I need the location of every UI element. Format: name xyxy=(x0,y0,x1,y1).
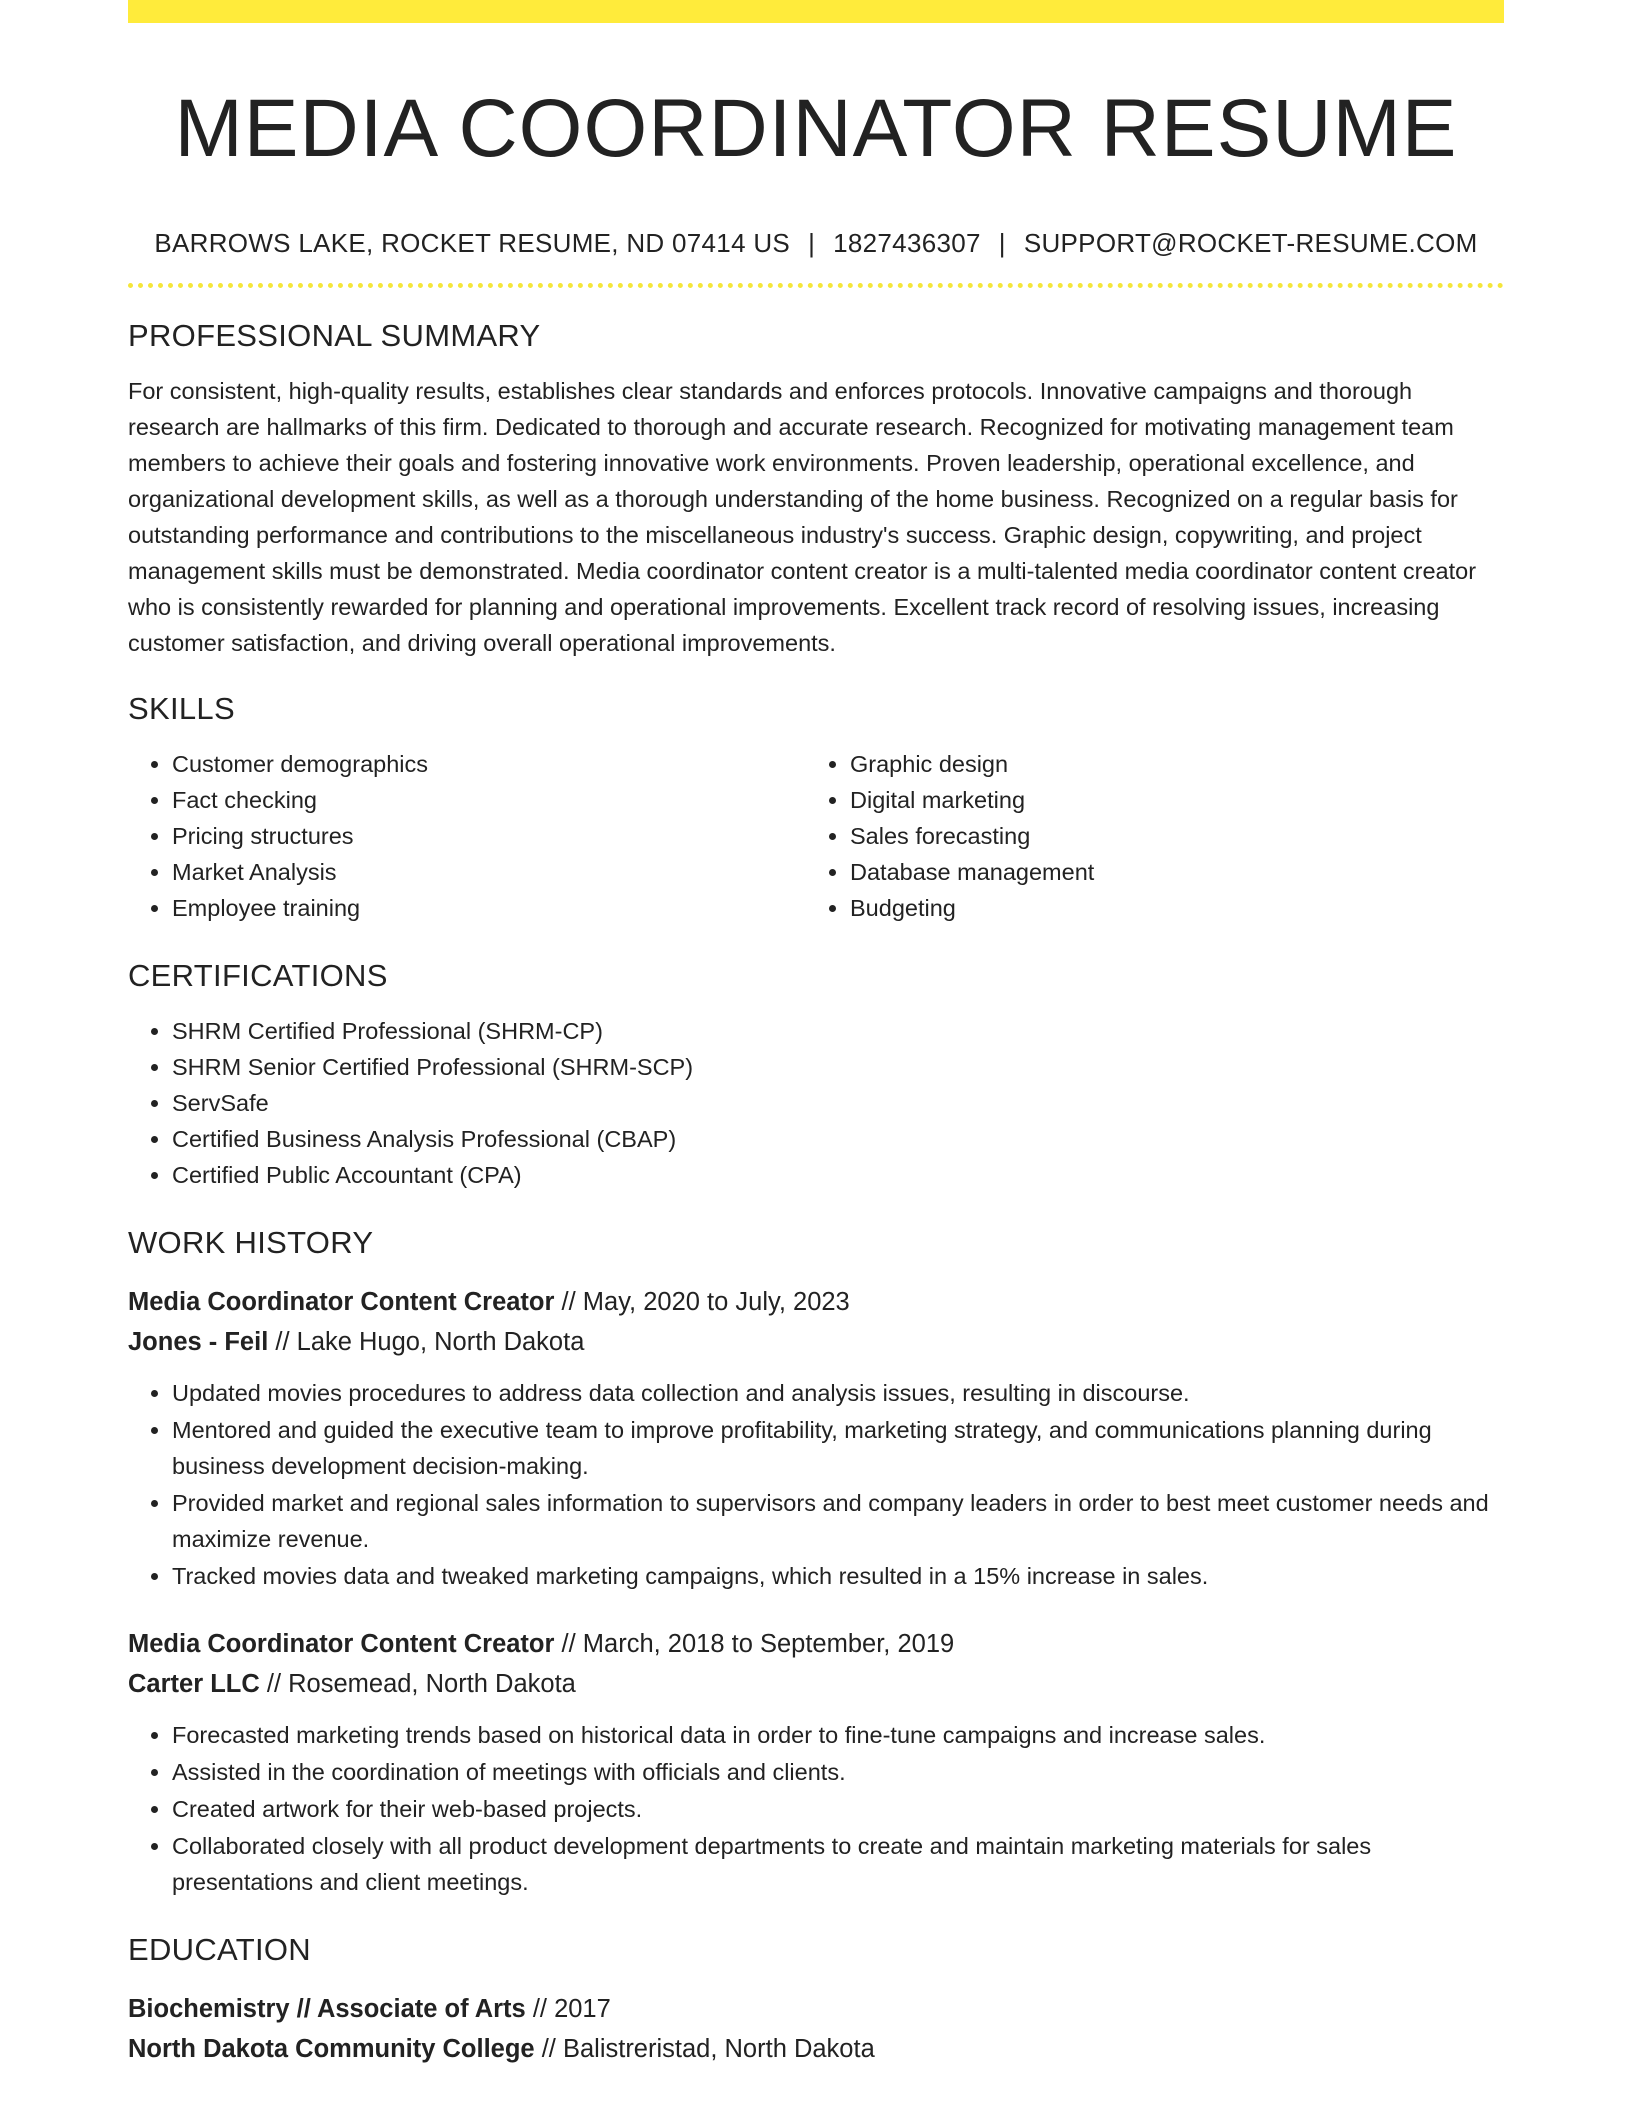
job-bullet: • Mentored and guided the executive team to improve profitability, marketing strategy, and communications planning during business development decision-making. xyxy=(172,1412,1504,1484)
job-bullet: • Assisted in the coordination of meetings with officials and clients. xyxy=(172,1754,1504,1790)
certifications-list xyxy=(128,1013,1504,1193)
skill-item: • Database management xyxy=(850,854,1484,890)
job-entry xyxy=(128,1282,1504,1594)
job-title-line xyxy=(128,1282,1504,1322)
job-company-line xyxy=(128,1664,1504,1704)
skill-item: • Customer demographics xyxy=(172,746,806,782)
skills-left-column xyxy=(128,746,806,926)
job-dates: // May, 2020 to July, 2023 xyxy=(554,1288,850,1316)
contact-separator: | xyxy=(808,228,816,258)
education-year: // 2017 xyxy=(525,1995,611,2023)
job-title: Media Coordinator Content Creator xyxy=(128,1288,555,1316)
certification-item: • SHRM Certified Professional (SHRM-CP) xyxy=(172,1013,1504,1049)
work-history-heading: WORK HISTORY xyxy=(128,1225,374,1260)
skill-item: • Graphic design xyxy=(850,746,1484,782)
certification-item: • ServSafe xyxy=(172,1085,1504,1121)
contact-phone: 1827436307 xyxy=(833,228,981,258)
job-title-line xyxy=(128,1624,1504,1664)
job-location: // Lake Hugo, North Dakota xyxy=(268,1328,585,1356)
certifications-heading: CERTIFICATIONS xyxy=(128,958,388,993)
skills-right-column xyxy=(806,746,1484,926)
skills-grid xyxy=(128,746,1504,926)
education-location: // Balistreristad, North Dakota xyxy=(534,2035,875,2063)
job-bullet: • Provided market and regional sales information to supervisors and company leaders in order to best meet customer needs and maximize revenue. xyxy=(172,1485,1504,1557)
job-title: Media Coordinator Content Creator xyxy=(128,1630,555,1658)
job-bullets xyxy=(128,1375,1504,1594)
skill-item: • Fact checking xyxy=(172,782,806,818)
resume-title: MEDIA COORDINATOR RESUME xyxy=(174,83,1458,174)
summary-text: For consistent, high-quality results, establishes clear standards and enforces protocols. Innovative campaigns and thorough research are hallmarks of this firm. Dedicated to thorough and accurate research. Recognized for motivating management team members to achieve their goals and fostering innovative work environments. Proven leadership, operational excellence, and organizational development skills, as well as a thorough understanding of the home business. Recognized on a regular basis for outstanding performance and contributions to the miscellaneous industry's success. Graphic design, copywriting, and project management skills must be demonstrated. Media coordinator content creator is a multi-talented media coordinator content creator who is consistently rewarded for planning and operational improvements. Excellent track record of resolving issues, increasing customer satisfaction, and driving overall operational improvements. xyxy=(128,378,1477,656)
skill-item: • Employee training xyxy=(172,890,806,926)
summary-heading: PROFESSIONAL SUMMARY xyxy=(128,318,541,353)
education-school: North Dakota Community College xyxy=(128,2035,535,2063)
contact-address: BARROWS LAKE, ROCKET RESUME, ND 07414 US xyxy=(154,228,791,258)
certification-item: • SHRM Senior Certified Professional (SHRM-SCP) xyxy=(172,1049,1504,1085)
job-company: Carter LLC xyxy=(128,1670,260,1698)
dotted-divider xyxy=(128,283,1504,288)
job-bullet: • Collaborated closely with all product development departments to create and maintain marketing materials for sales presentations and client meetings. xyxy=(172,1828,1504,1900)
job-location: // Rosemead, North Dakota xyxy=(259,1670,576,1698)
certification-item: • Certified Business Analysis Professional (CBAP) xyxy=(172,1121,1504,1157)
job-company-line xyxy=(128,1322,1504,1362)
education-degree-line xyxy=(128,1989,1504,2029)
education-heading: EDUCATION xyxy=(128,1932,311,1967)
job-company: Jones - Feil xyxy=(128,1328,269,1356)
skill-item: • Sales forecasting xyxy=(850,818,1484,854)
contact-email: SUPPORT@ROCKET-RESUME.COM xyxy=(1023,228,1478,258)
education-degree: Biochemistry // Associate of Arts xyxy=(128,1995,526,2023)
job-bullet: • Updated movies procedures to address data collection and analysis issues, resulting in discourse. xyxy=(172,1375,1504,1411)
contact-separator: | xyxy=(998,228,1006,258)
skill-item: • Pricing structures xyxy=(172,818,806,854)
education-school-line xyxy=(128,2029,1504,2069)
accent-bar xyxy=(128,0,1504,23)
skill-item: • Budgeting xyxy=(850,890,1484,926)
skill-item: • Digital marketing xyxy=(850,782,1484,818)
job-bullet: • Forecasted marketing trends based on historical data in order to fine-tune campaigns and increase sales. xyxy=(172,1717,1504,1753)
contact-line xyxy=(128,227,1504,259)
resume-page xyxy=(128,0,1504,2069)
skill-item: • Market Analysis xyxy=(172,854,806,890)
skills-heading: SKILLS xyxy=(128,691,235,726)
certification-item: • Certified Public Accountant (CPA) xyxy=(172,1157,1504,1193)
job-bullet: • Tracked movies data and tweaked marketing campaigns, which resulted in a 15% increase in sales. xyxy=(172,1558,1504,1594)
job-bullets xyxy=(128,1717,1504,1900)
job-dates: // March, 2018 to September, 2019 xyxy=(554,1630,955,1658)
job-bullet: • Created artwork for their web-based projects. xyxy=(172,1791,1504,1827)
job-entry xyxy=(128,1624,1504,1900)
